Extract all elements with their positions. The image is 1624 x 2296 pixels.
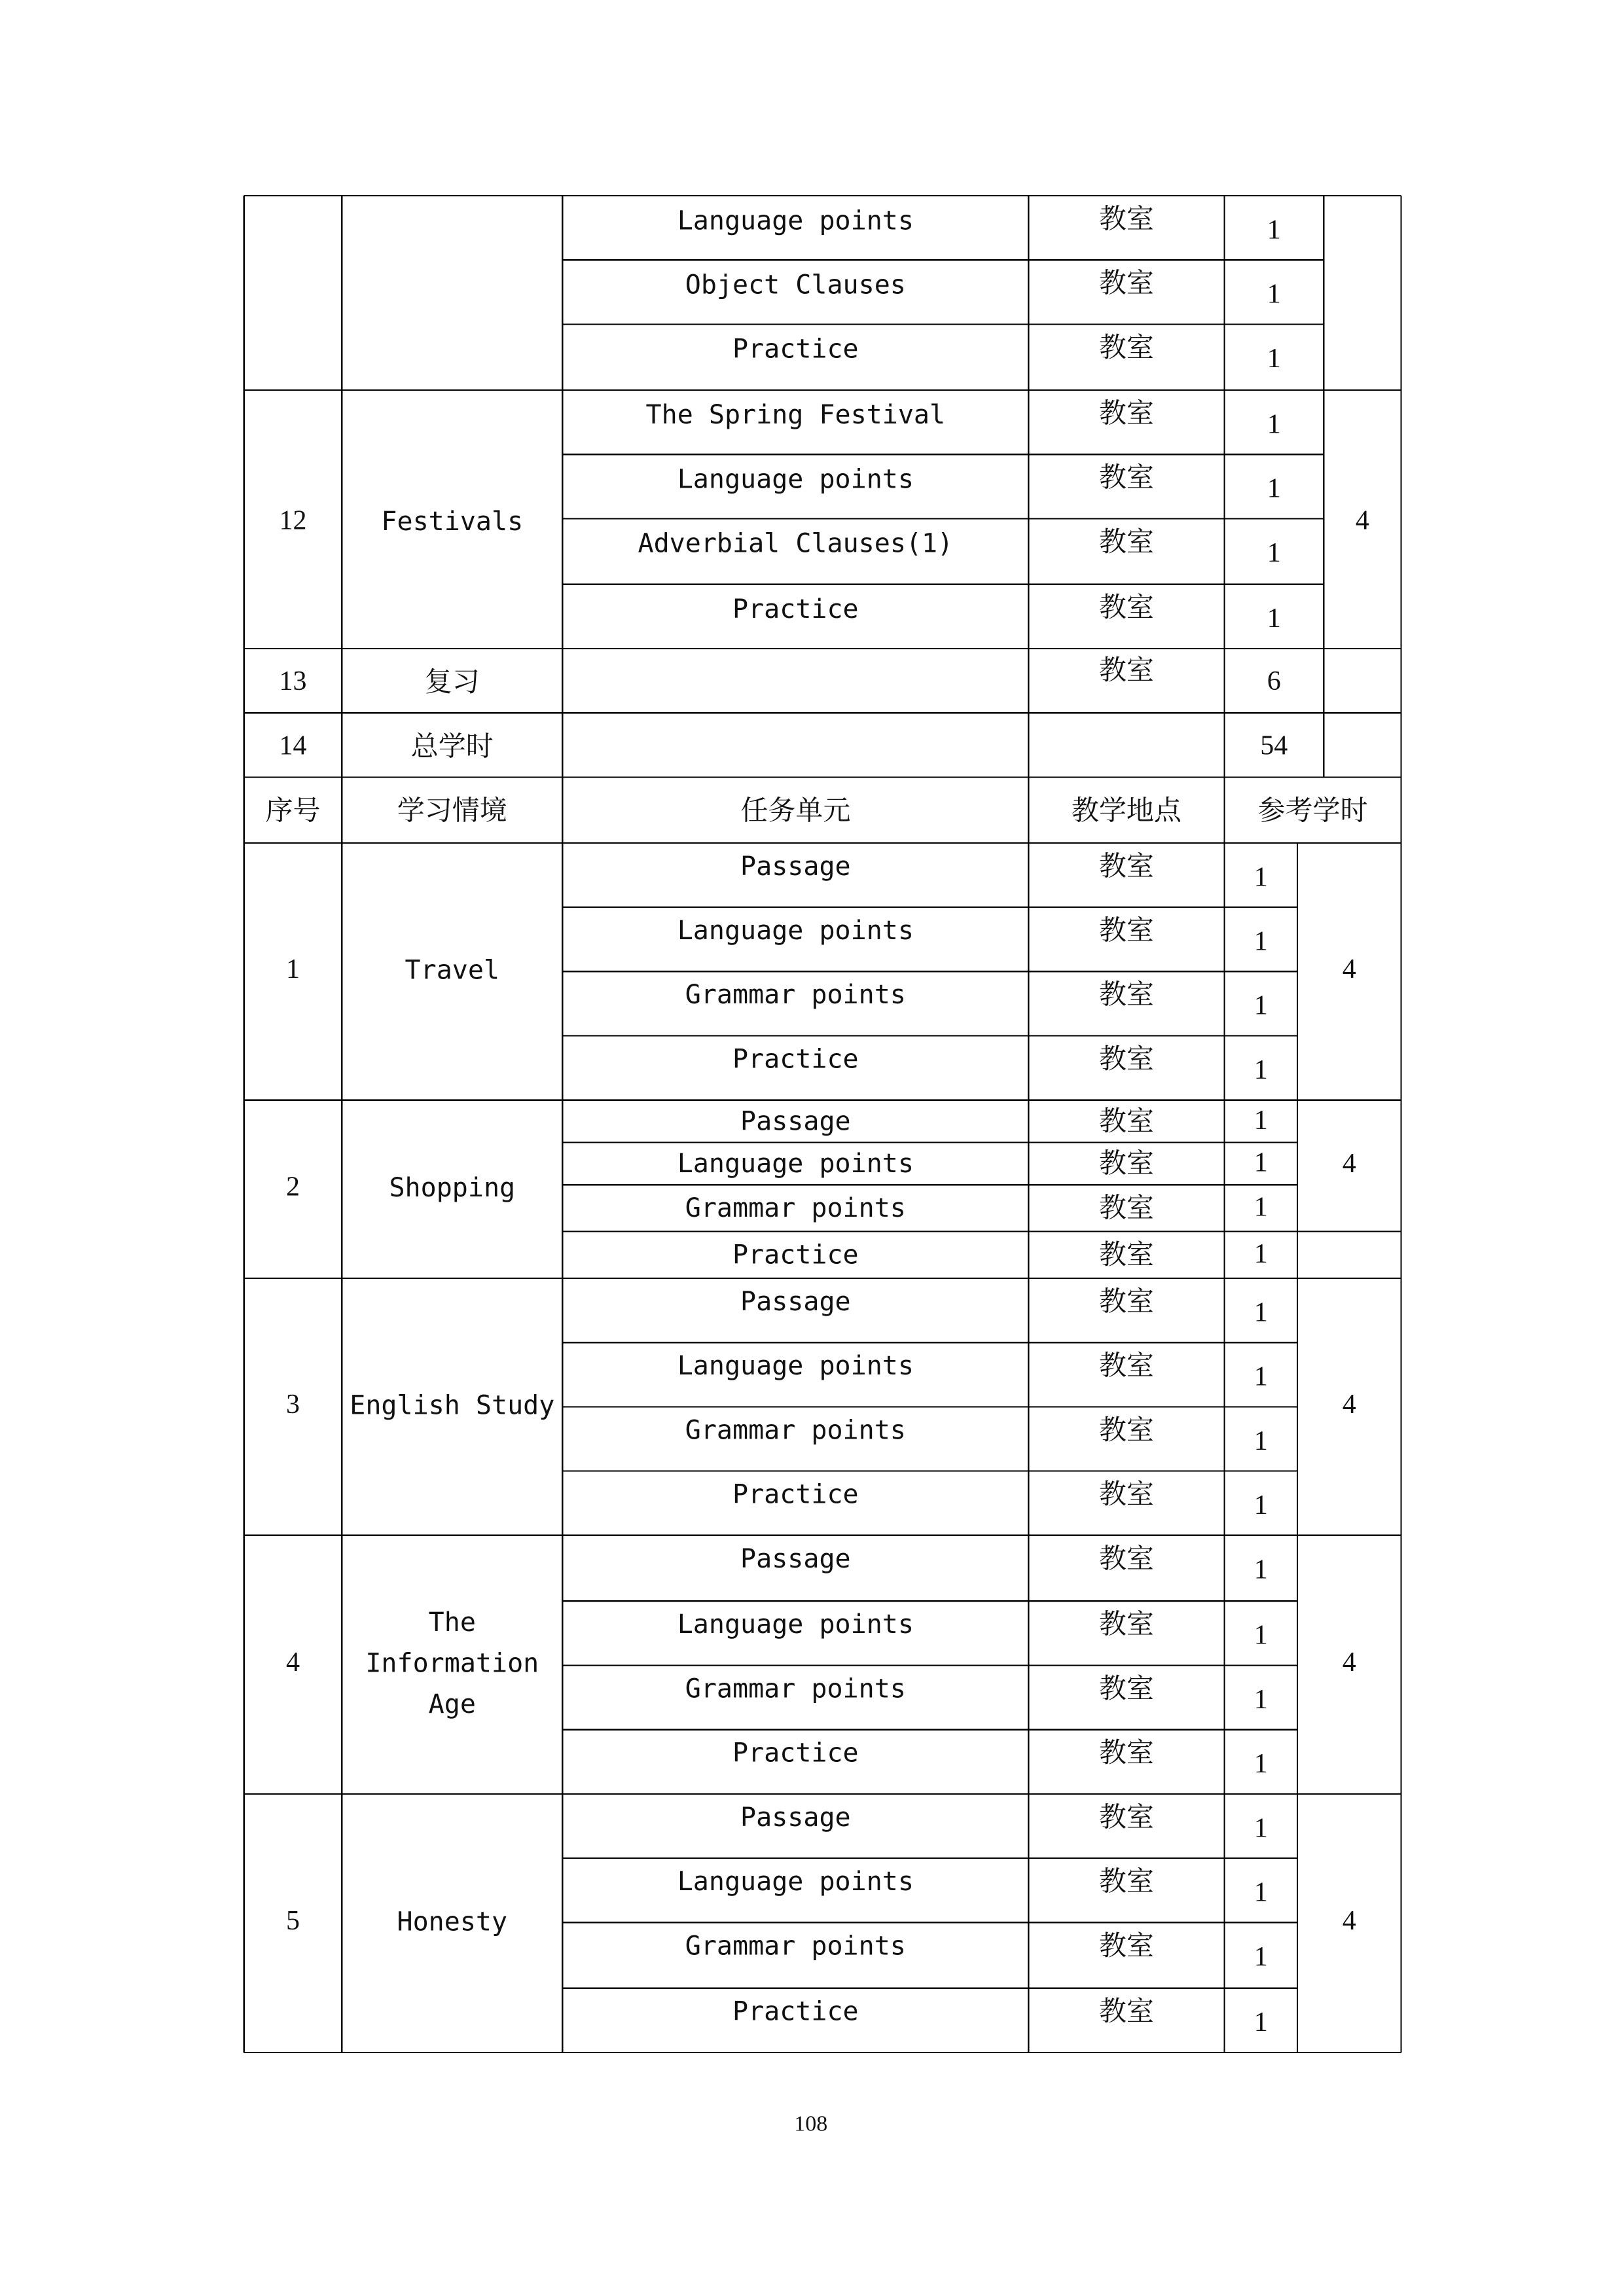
place-cell: 教室 [1098,1929,1154,1962]
header-number: 序号 [265,794,321,827]
total-hours: 4 [1342,1148,1356,1179]
hours-cell: 1 [1254,1620,1268,1651]
hours-cell: 6 [1267,666,1281,697]
learning-context: Honesty [397,1907,508,1937]
place-cell: 教室 [1098,1607,1154,1640]
hours-cell: 1 [1267,537,1281,568]
place-cell: 教室 [1098,1285,1154,1318]
hours-cell: 1 [1254,926,1268,957]
total-hours: 4 [1342,1647,1356,1678]
place-cell: 教室 [1098,525,1154,558]
header-context: 学习情境 [397,794,507,827]
hours-cell: 1 [1254,1941,1268,1972]
hours-cell: 1 [1254,1684,1268,1715]
hours-cell: 1 [1254,1554,1268,1585]
place-cell: 教室 [1098,1736,1154,1769]
task-cell: Language points [677,916,914,946]
hours-cell: 1 [1254,1361,1268,1392]
place-cell: 教室 [1098,850,1154,882]
hours-cell: 1 [1254,1749,1268,1780]
learning-context: English Study [350,1390,555,1421]
table-cells [266,203,1369,2136]
task-cell: Practice [732,1240,859,1270]
place-cell: 教室 [1098,1542,1154,1575]
place-cell: 教室 [1098,978,1154,1011]
hours-cell: 1 [1254,1877,1268,1908]
hours-cell: 1 [1254,990,1268,1021]
row-number: 5 [286,1906,300,1937]
task-cell: Passage [740,1802,851,1833]
task-cell: The Spring Festival [645,400,946,431]
task-cell: Practice [732,1738,859,1768]
hours-cell: 1 [1267,409,1281,440]
hours-cell: 1 [1267,279,1281,310]
hours-cell: 1 [1254,1297,1268,1328]
learning-context: Information [365,1648,539,1679]
task-cell: Grammar points [685,1415,906,1446]
task-cell: Practice [732,594,859,624]
task-cell: Language points [677,206,914,236]
row-number: 3 [286,1390,300,1420]
task-cell: Practice [732,1479,859,1510]
place-cell: 教室 [1098,1995,1154,2028]
header-task: 任务单元 [740,794,851,827]
total-hours: 4 [1355,505,1369,536]
hours-cell: 1 [1267,473,1281,504]
learning-context: Shopping [389,1172,516,1203]
place-cell: 教室 [1098,397,1154,429]
row-number: 14 [279,730,307,761]
row-number: 4 [286,1647,300,1678]
hours-cell: 1 [1254,2007,1268,2038]
total-hours: 4 [1342,954,1356,984]
header-hours: 参考学时 [1257,794,1368,827]
hours-cell: 1 [1254,1105,1268,1136]
task-cell: Grammar points [685,1193,906,1224]
total-hours: 4 [1342,1906,1356,1937]
task-cell: Practice [732,1044,859,1075]
task-cell: Grammar points [685,980,906,1011]
place-cell: 教室 [1098,1349,1154,1382]
task-cell: Language points [677,464,914,495]
task-cell: Practice [732,334,859,365]
hours-cell: 1 [1254,1239,1268,1270]
task-cell: Passage [740,851,851,882]
hours-cell: 1 [1267,343,1281,374]
hours-cell: 1 [1267,215,1281,245]
hours-cell: 1 [1254,1426,1268,1456]
place-cell: 教室 [1098,1801,1154,1833]
task-cell: Passage [740,1106,851,1137]
place-cell: 教室 [1098,1478,1154,1511]
place-cell: 教室 [1098,1238,1154,1271]
hours-cell: 1 [1254,1813,1268,1844]
hours-cell: 1 [1254,1147,1268,1178]
place-cell: 教室 [1098,654,1154,687]
place-cell: 教室 [1098,1191,1154,1224]
learning-context: 总学时 [410,730,494,762]
hours-cell: 1 [1254,1054,1268,1085]
task-cell: Grammar points [685,1931,906,1962]
row-number: 2 [286,1172,300,1202]
place-cell: 教室 [1098,591,1154,624]
learning-context: Festivals [381,507,524,537]
task-cell: Language points [677,1867,914,1897]
task-cell: Passage [740,1286,851,1317]
header-place: 教学地点 [1071,794,1182,827]
learning-context: The [428,1607,476,1638]
place-cell: 教室 [1098,202,1154,235]
place-cell: 教室 [1098,461,1154,493]
hours-cell: 1 [1254,1490,1268,1521]
place-cell: 教室 [1098,1672,1154,1704]
row-number: 1 [286,954,300,984]
place-cell: 教室 [1098,266,1154,299]
place-cell: 教室 [1098,1413,1154,1446]
total-hours: 4 [1342,1390,1356,1420]
place-cell: 教室 [1098,1104,1154,1137]
place-cell: 教室 [1098,914,1154,946]
learning-context: Travel [405,955,500,986]
hours-cell: 1 [1254,1192,1268,1223]
row-number: 12 [279,505,307,536]
task-cell: Language points [677,1351,914,1382]
learning-context: 复习 [424,666,480,698]
task-cell: Language points [677,1149,914,1179]
hours-cell: 54 [1260,730,1288,761]
hours-cell: 1 [1267,603,1281,634]
page-number: 108 [794,2111,828,2136]
task-cell: Language points [677,1609,914,1640]
task-cell: Grammar points [685,1674,906,1704]
task-cell: Practice [732,1996,859,2027]
place-cell: 教室 [1098,1147,1154,1179]
row-number: 13 [279,666,307,697]
learning-context: Age [428,1689,476,1719]
place-cell: 教室 [1098,331,1154,363]
place-cell: 教室 [1098,1042,1154,1075]
task-cell: Adverbial Clauses(1) [638,528,954,559]
task-cell: Passage [740,1543,851,1574]
hours-cell: 1 [1254,862,1268,893]
place-cell: 教室 [1098,1865,1154,1897]
task-cell: Object Clauses [685,270,906,300]
